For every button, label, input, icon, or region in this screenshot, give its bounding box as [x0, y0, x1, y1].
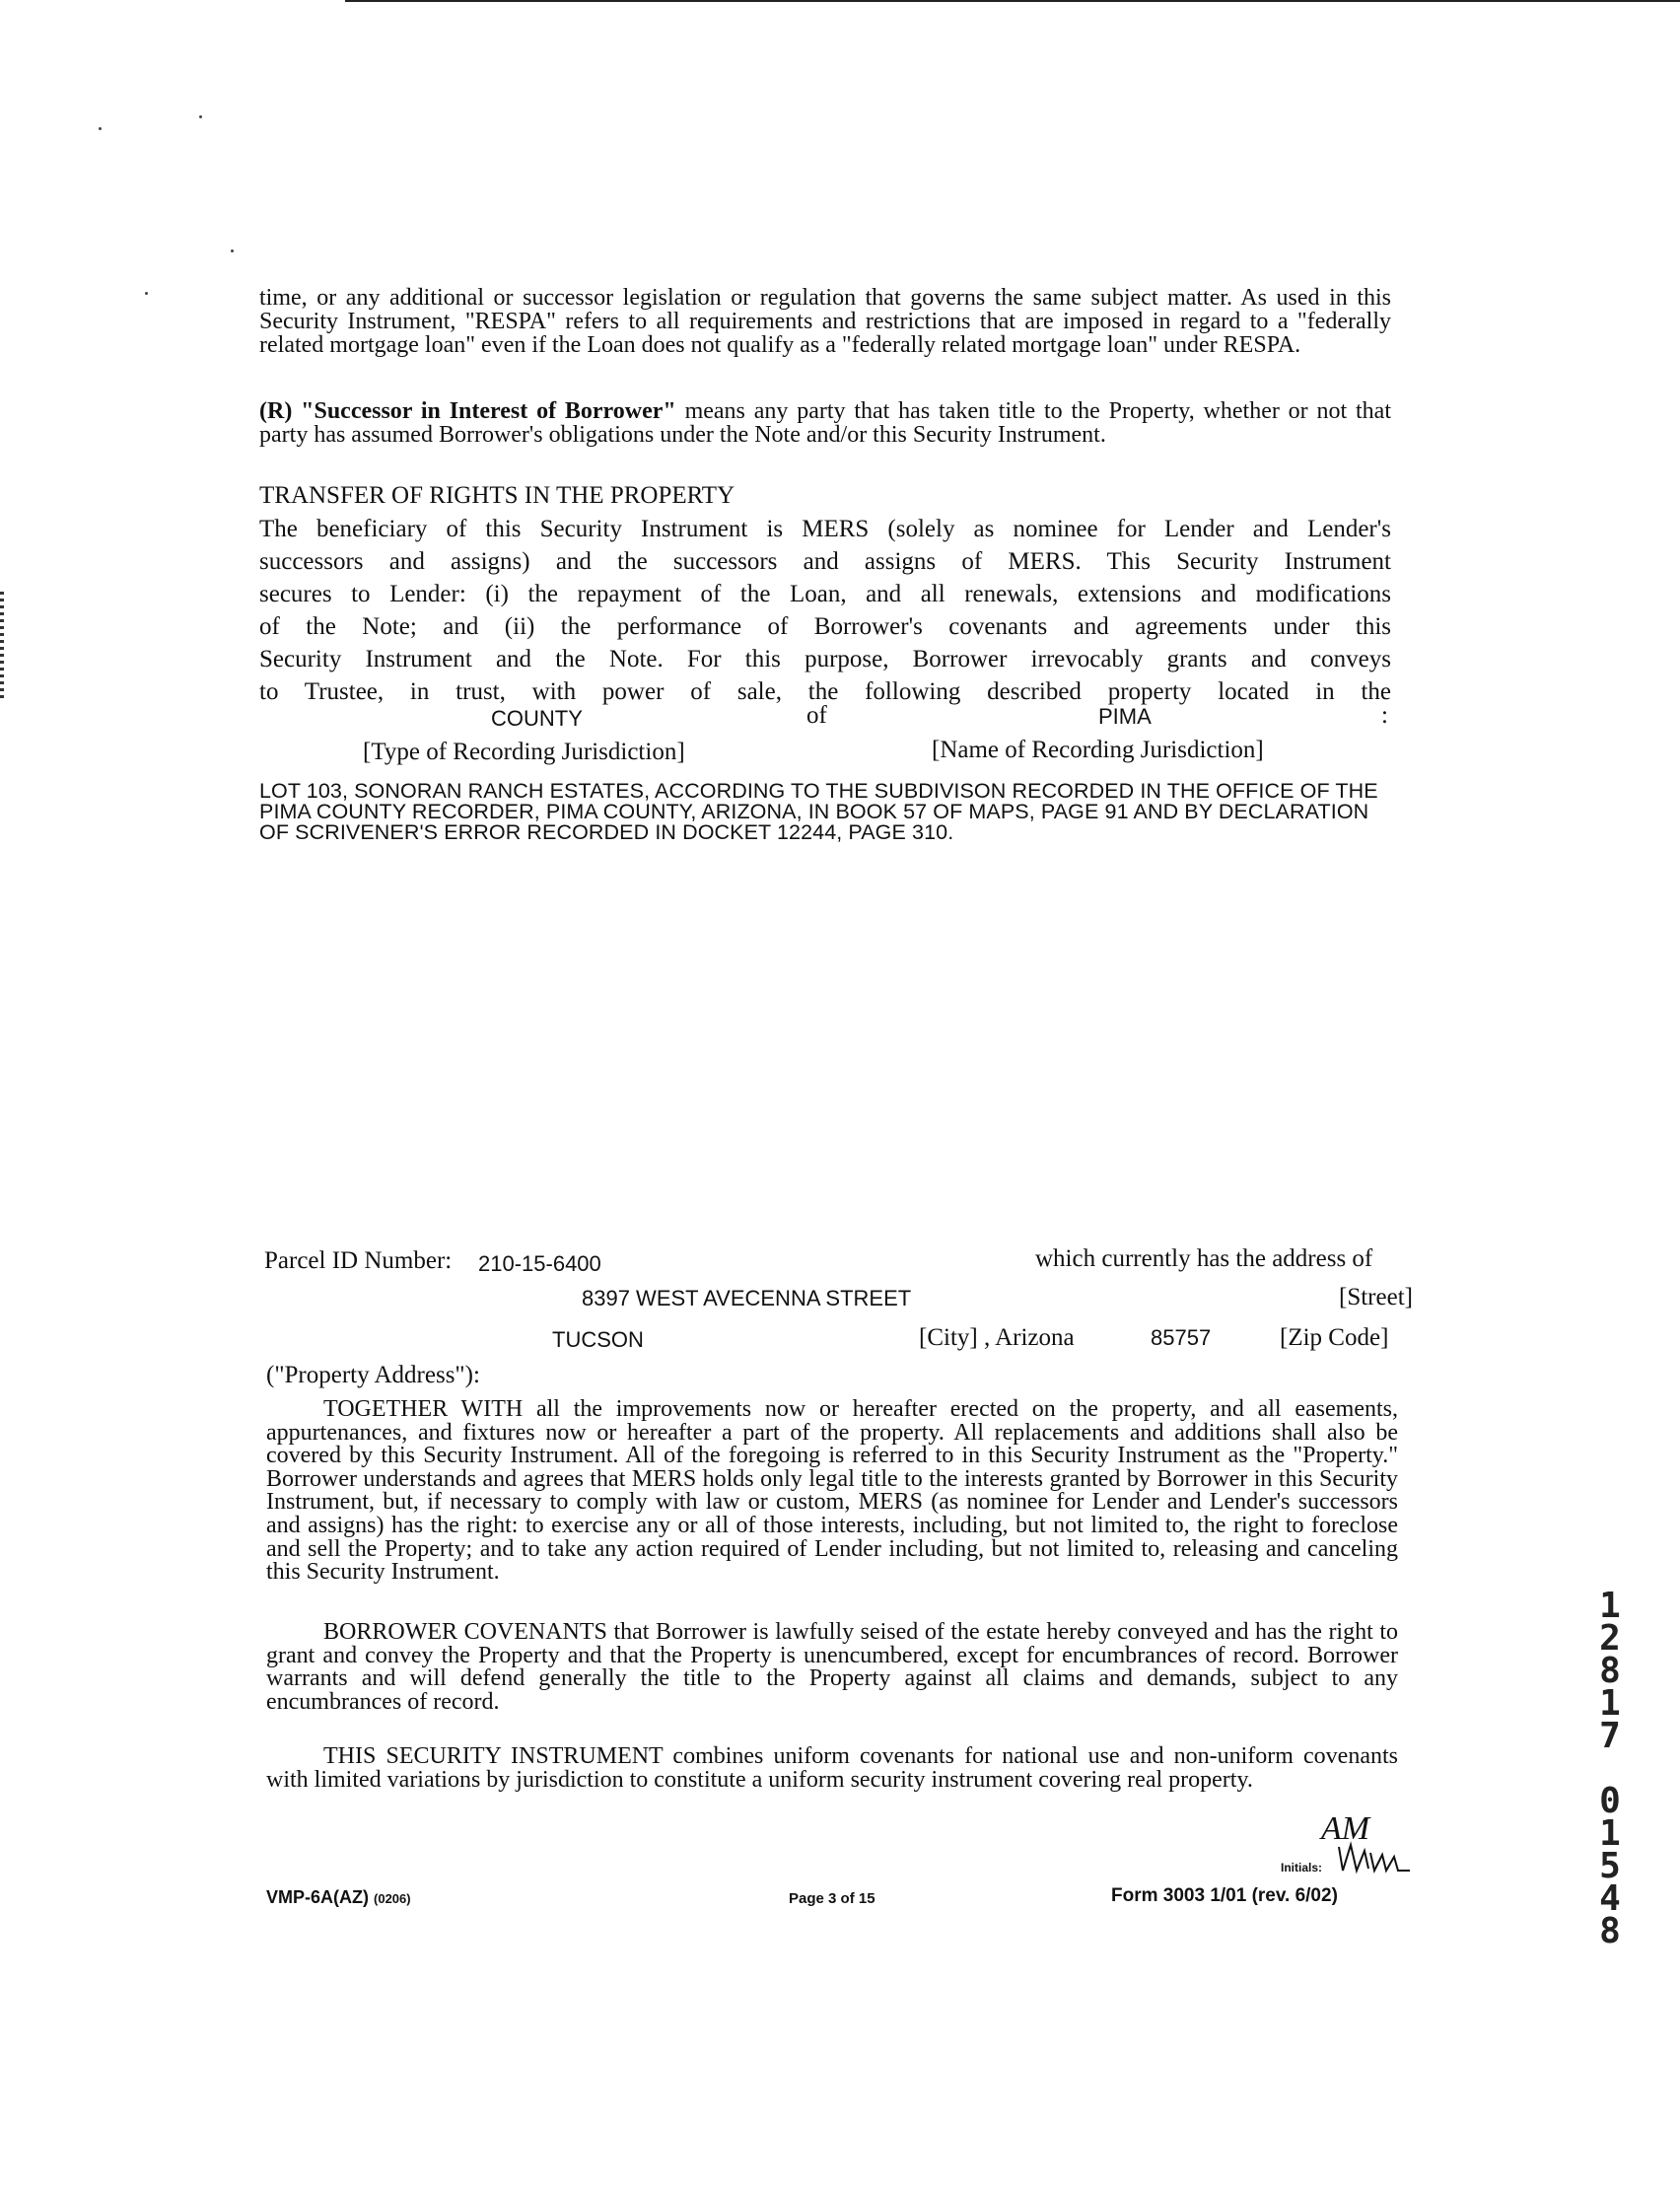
form-identifier: Form 3003 1/01 (rev. 6/02) [1111, 1885, 1338, 1906]
jurisdiction-type-label: [Type of Recording Jurisdiction] [363, 739, 685, 765]
scan-speck [99, 127, 102, 130]
transfer-line: Security Instrument and the Note. For this purpose, Borrower irrevocably grants and conveys [259, 646, 1391, 672]
respa-definition-paragraph: time, or any additional or successor legislation or regulation that governs the same subject matter. As used in this Security Instrument, "RESPA" refers to all requirements and restrictions that are imposed in regard to a "federally related mortgage loan" even if the Loan does not qualify as a "federally related mortgage loan" under RESPA. [259, 285, 1391, 358]
form-code-version: (0206) [374, 1891, 411, 1906]
legal-description: LOT 103, SONORAN RANCH ESTATES, ACCORDING TO THE SUBDIVISON RECORDED IN THE OFFICE OF THE PIMA COUNTY RECORDER, PIMA COUNTY, ARIZONA, IN BOOK 57 OF MAPS, PAGE 91 AND BY DECLARATION OF SCRIVENER'S ERROR RECORDED IN DOCKET 12244, PAGE 310. [259, 779, 1378, 844]
borrower-covenants-paragraph: BORROWER COVENANTS that Borrower is lawfully seised of the estate hereby conveyed and has the right to grant and convey the Property and that the Property is unencumbered, except for encumbrances of record. Borrower warrants and will defend generally the title to the Property against all claims and demands, subject to any encumbrances of record. [266, 1619, 1398, 1715]
stamp-char: 1 [1599, 1586, 1621, 1626]
property-address-label: ("Property Address"): [266, 1362, 480, 1388]
docket-side-stamp [1571, 1586, 1649, 1951]
transfer-line: successors and assigns) and the successors and assigns of MERS. This Security Instrument [259, 548, 1391, 575]
transfer-heading: TRANSFER OF RIGHTS IN THE PROPERTY [259, 482, 735, 509]
parcel-id-value: 210-15-6400 [478, 1251, 601, 1276]
together-with-paragraph: TOGETHER WITH all the improvements now or hereafter erected on the property, and all easements, appurtenances, and fixtures now or hereafter a part of the property. All replacements and additions shall also be covered by this Security Instrument. All of the foregoing is referred to in this Security Instrument as the "Property." Borrower understands and agrees that MERS holds only legal title to the interests granted by Borrower in this Security Instrument, but, if necessary to comply with law or custom, MERS (as nominee for Lender and Lender's successors and assigns) has the right: to exercise any or all of those interests, including, but not limited to, the right to foreclose and sell the Property; and to take any action required of Lender including, but not limited to, releasing and canceling this Security Instrument. [266, 1396, 1398, 1586]
stamp-char: 1 [1599, 1813, 1621, 1854]
stamp-char: 1 [1599, 1683, 1621, 1724]
security-instrument-paragraph: THIS SECURITY INSTRUMENT combines uniform covenants for national use and non-uniform covenants with limited variations by jurisdiction to constitute a uniform security instrument covering real property. [266, 1743, 1398, 1793]
jurisdiction-name-label: [Name of Recording Jurisdiction] [932, 737, 1264, 763]
transfer-line: of the Note; and (ii) the performance of Borrower's covenants and agreements under this [259, 613, 1391, 640]
form-code-value: VMP-6A(AZ) [266, 1887, 369, 1907]
initials-label: Initials: [1281, 1861, 1323, 1875]
city-state-label: [City] , Arizona [919, 1324, 1075, 1351]
successor-term: (R) "Successor in Interest of Borrower" [259, 398, 676, 424]
zip-value: 85757 [1151, 1325, 1212, 1350]
transfer-line: secures to Lender: (i) the repayment of the Loan, and all renewals, extensions and modifications [259, 581, 1391, 607]
jurisdiction-name-value: PIMA [1098, 704, 1152, 729]
jurisdiction-type-value: COUNTY [491, 706, 583, 731]
stamp-char: 8 [1599, 1911, 1621, 1951]
street-label: [Street] [1339, 1284, 1413, 1310]
transfer-line: to Trustee, in trust, with power of sale, the following described property located in the [259, 678, 1391, 705]
successor-definition-paragraph [259, 399, 1391, 447]
initials-signature-icon [1335, 1841, 1414, 1876]
of-word: of [806, 702, 827, 729]
stamp-char: 2 [1599, 1618, 1621, 1659]
page-number: Page 3 of 15 [789, 1890, 875, 1907]
stamp-char: 0 [1599, 1781, 1621, 1821]
scan-speck [231, 249, 234, 252]
scan-speck [145, 292, 148, 295]
successor-definition-text: means any party that has taken title to the Property, whether or not that party has assumed Borrower's obligations under the Note and/or this Security Instrument. [259, 398, 1391, 448]
stamp-char: 5 [1599, 1846, 1621, 1886]
zip-label: [Zip Code] [1280, 1324, 1389, 1351]
street-value: 8397 WEST AVECENNA STREET [582, 1286, 912, 1310]
jurisdiction-colon: : [1381, 702, 1388, 729]
transfer-line: The beneficiary of this Security Instrument is MERS (solely as nominee for Lender and Lender's [259, 516, 1391, 542]
left-margin-ticks [0, 592, 4, 700]
transfer-paragraph [259, 513, 1391, 708]
stamp-char: 7 [1599, 1716, 1621, 1756]
city-value: TUCSON [552, 1327, 644, 1352]
top-edge-rule [345, 0, 1680, 2]
stamp-char: 8 [1599, 1651, 1621, 1691]
parcel-id-label: Parcel ID Number: [264, 1247, 453, 1274]
stamp-char: 4 [1599, 1878, 1621, 1919]
address-lead-text: which currently has the address of [1035, 1245, 1373, 1272]
scan-speck [199, 115, 202, 118]
form-code [266, 1887, 411, 1908]
handwritten-initials: AM [1321, 1810, 1370, 1847]
